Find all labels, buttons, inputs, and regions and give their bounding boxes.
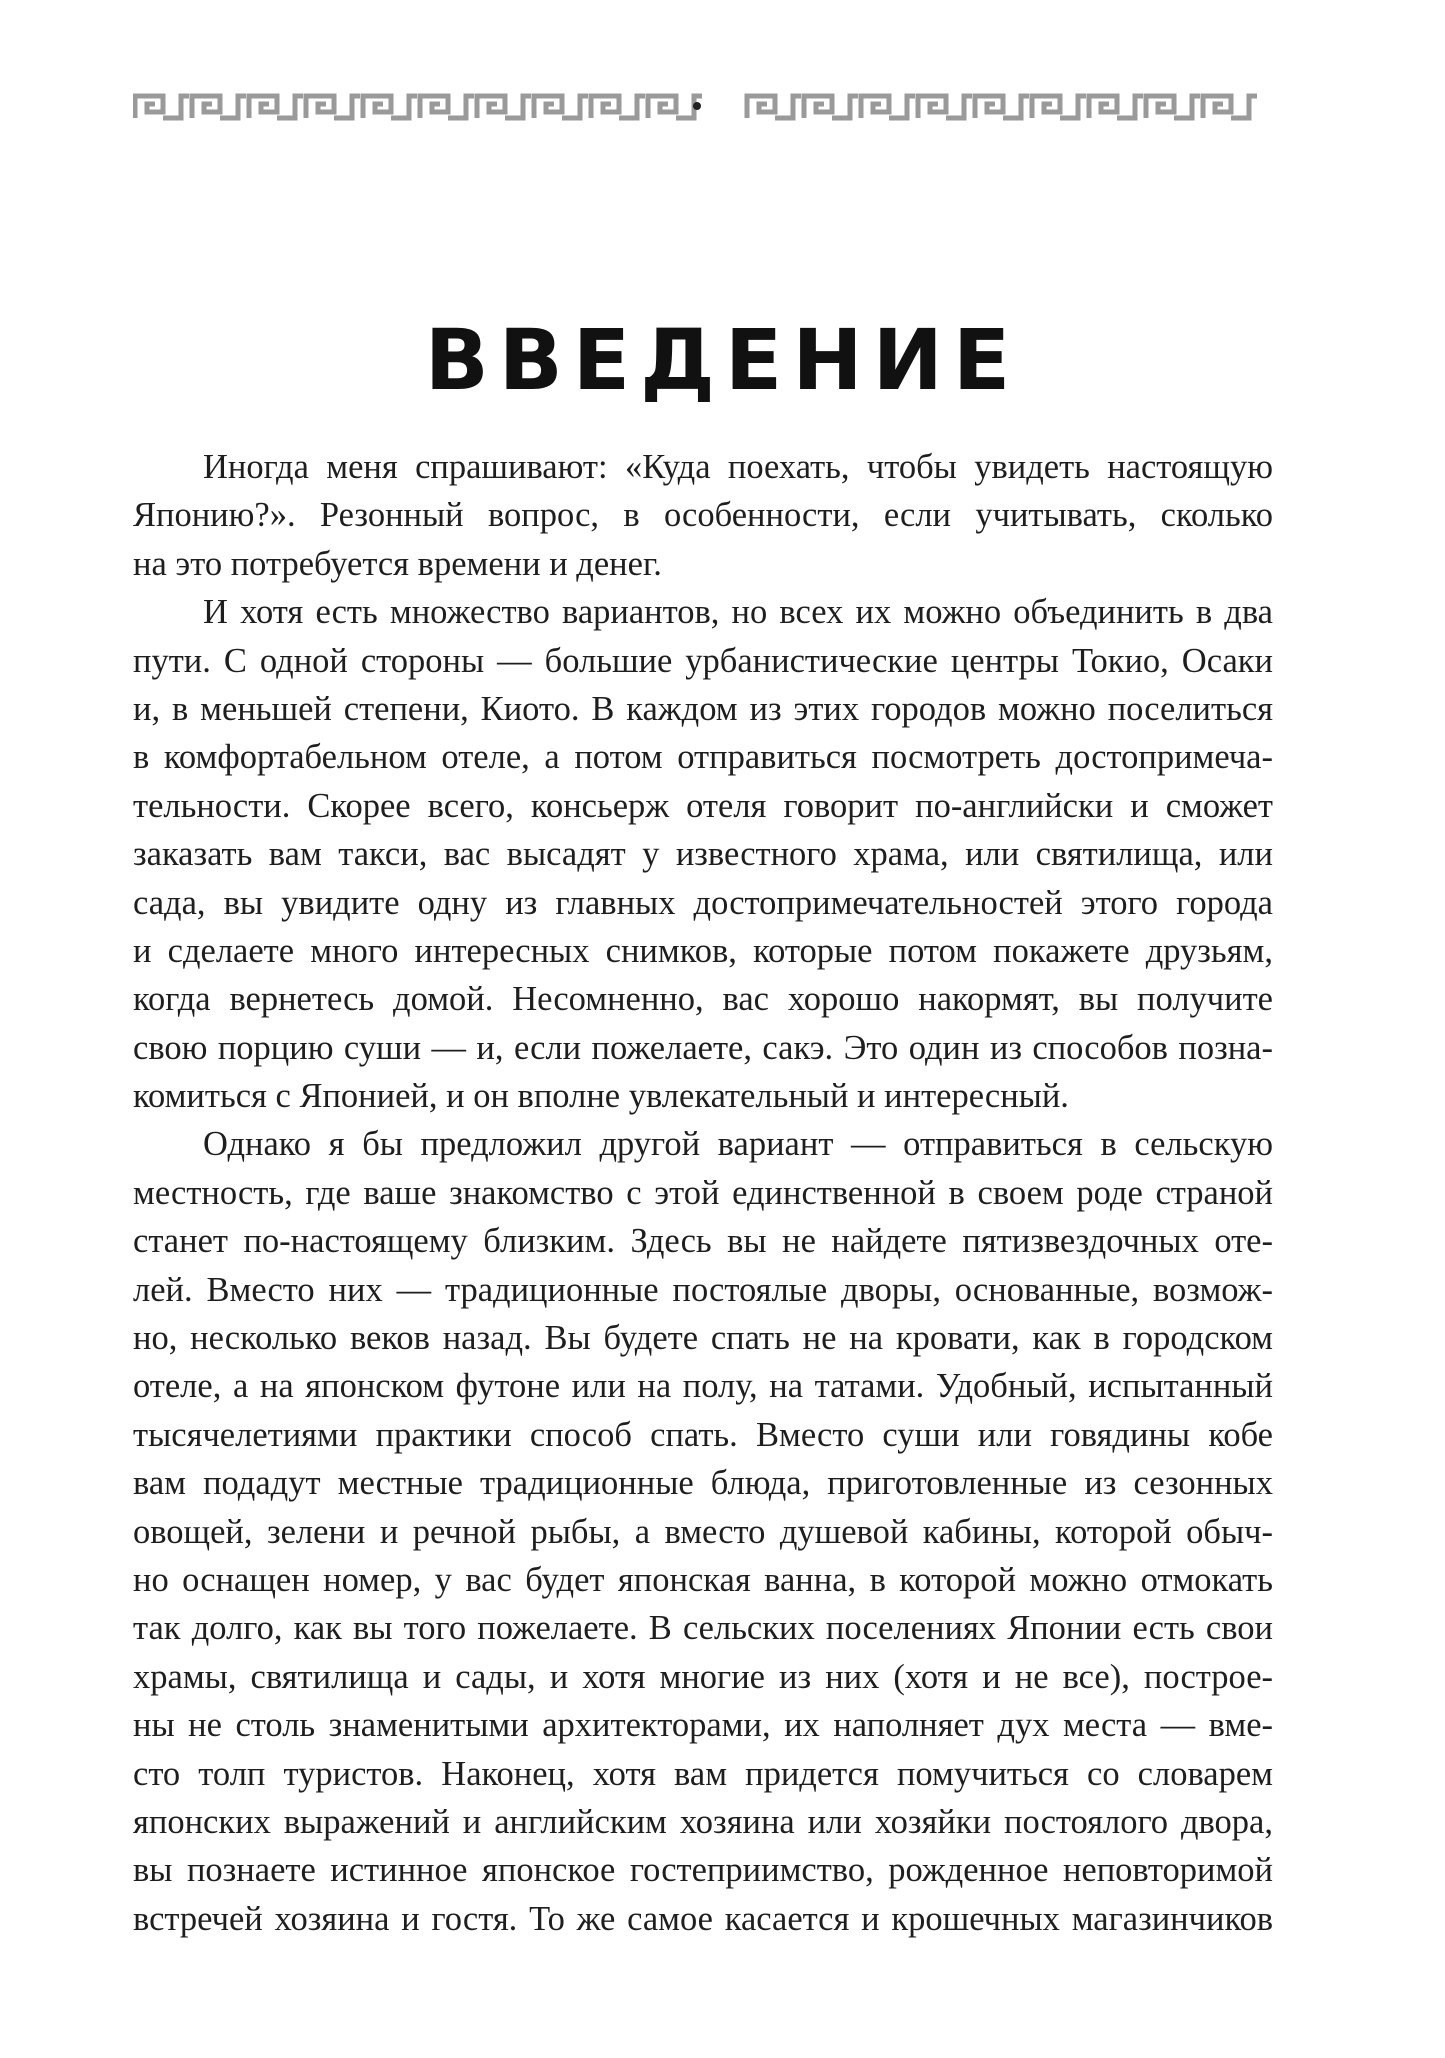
text-line: японских выражений и английским хозяина или хозяйки постоялого двора,	[133, 1802, 1273, 1841]
text-line: на это потребуется времени и денег.	[133, 544, 662, 583]
text-line: встречей хозяина и гостя. То же самое касается и крошечных магазинчиков	[133, 1899, 1273, 1938]
chapter-title: ВВЕДЕНИЕ	[424, 311, 1021, 410]
text-line: сто толп туристов. Наконец, хотя вам придется помучиться со словарем	[133, 1754, 1273, 1793]
text-line: пути. С одной стороны — большие урбанистические центры Токио, Осаки	[133, 641, 1273, 680]
text-line: в комфортабельном отеле, а потом отправиться посмотреть достопримеча-	[133, 738, 1273, 777]
paragraph	[133, 588, 1273, 1120]
greek-key-border-icon	[133, 88, 1273, 128]
header-ornament	[133, 88, 1273, 128]
text-line: заказать вам такси, вас высадят у известного храма, или святилища, или	[133, 835, 1273, 874]
paragraph	[133, 1120, 1273, 1943]
ornament-center-dot	[693, 102, 701, 110]
text-line: Японию?». Резонный вопрос, в особенности, если учитывать, сколько	[133, 496, 1273, 535]
paragraph	[133, 443, 1273, 588]
text-line: местность, где ваше знакомство с этой единственной в своем роде страной	[133, 1173, 1273, 1212]
text-line: тысячелетиями практики способ спать. Вместо суши или говядины кобе	[133, 1415, 1273, 1454]
text-line: тельности. Скорее всего, консьерж отеля говорит по-английски и сможет	[133, 786, 1273, 825]
text-line: И хотя есть множество вариантов, но всех их можно объединить в два	[203, 593, 1273, 632]
text-line: лей. Вместо них — традиционные постоялые дворы, основанные, возмож-	[133, 1270, 1273, 1309]
body-text	[133, 443, 1273, 1943]
text-line: и сделаете много интересных снимков, которые потом покажете друзьям,	[133, 931, 1273, 970]
text-line: сада, вы увидите одну из главных достопримечательностей этого города	[133, 883, 1273, 922]
text-line: Иногда меня спрашивают: «Куда поехать, чтобы увидеть настоящую	[203, 448, 1273, 486]
text-line: и, в меньшей степени, Киото. В каждом из этих городов можно поселиться	[133, 689, 1273, 728]
text-line: ны не столь знаменитыми архитекторами, их наполняет дух места — вме-	[133, 1706, 1273, 1745]
text-line: отеле, а на японском футоне или на полу, на татами. Удобный, испытанный	[133, 1367, 1273, 1406]
text-line: комиться с Японией, и он вполне увлекательный и интересный.	[133, 1077, 1069, 1116]
text-line: свою порцию суши — и, если пожелаете, сакэ. Это один из способов позна-	[133, 1028, 1273, 1067]
text-line: так долго, как вы того пожелаете. В сельских поселениях Японии есть свои	[133, 1609, 1273, 1648]
text-line: Однако я бы предложил другой вариант — отправиться в сельскую	[203, 1125, 1273, 1164]
text-line: когда вернетесь домой. Несомненно, вас хорошо накормят, вы получите	[133, 980, 1273, 1019]
text-line: но оснащен номер, у вас будет японская ванна, в которой можно отмокать	[133, 1560, 1273, 1599]
text-line: вы познаете истинное японское гостеприимство, рожденное неповторимой	[133, 1851, 1273, 1890]
text-line: овощей, зелени и речной рыбы, а вместо душевой кабины, которой обыч-	[133, 1512, 1273, 1551]
text-line: храмы, святилища и сады, и хотя многие из них (хотя и не все), построе-	[133, 1657, 1273, 1696]
text-line: но, несколько веков назад. Вы будете спать не на кровати, как в городском	[133, 1319, 1273, 1358]
ornament-left	[135, 96, 702, 118]
ornament-right	[747, 96, 1257, 118]
text-line: станет по-настоящему близким. Здесь вы не найдете пятизвездочных оте-	[133, 1222, 1273, 1261]
text-line: вам подадут местные традиционные блюда, приготовленные из сезонных	[133, 1464, 1273, 1503]
